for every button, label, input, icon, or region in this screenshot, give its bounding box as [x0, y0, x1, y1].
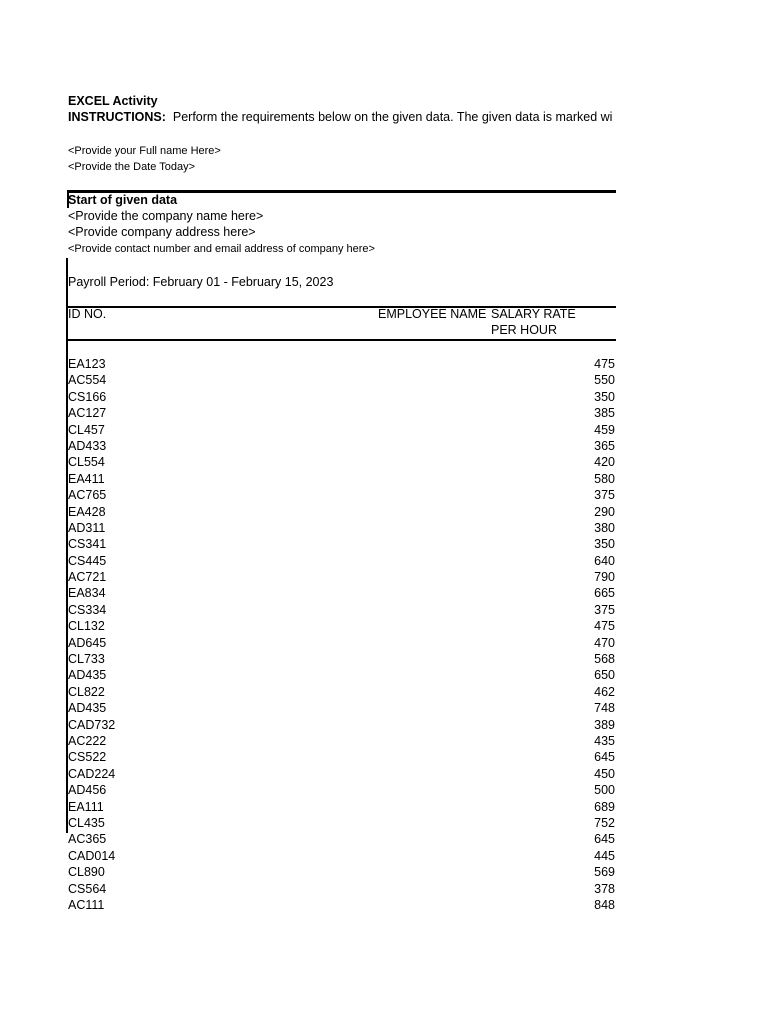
salary-rate-cell: 385: [594, 406, 615, 421]
salary-rate-cell: 848: [594, 897, 615, 912]
column-header-employee-name: EMPLOYEE NAME: [378, 307, 487, 321]
employee-id-cell: AC111: [68, 897, 105, 912]
table-row: [68, 454, 616, 470]
instructions-text: Perform the requirements below on the given data. The given data is marked wi: [172, 110, 613, 124]
salary-rate-cell: 580: [594, 471, 615, 486]
employee-id-cell: AC721: [68, 570, 107, 585]
table-row: [68, 651, 616, 667]
salary-rate-cell: 389: [594, 717, 615, 732]
salary-rate-cell: 568: [594, 652, 615, 667]
table-row: [68, 602, 616, 618]
salary-rate-cell: 689: [594, 799, 615, 814]
column-header-salary-rate: SALARY RATE: [491, 307, 576, 321]
table-row: [68, 700, 616, 716]
employee-id-cell: CS341: [68, 537, 107, 552]
table-row: [68, 504, 616, 520]
start-of-data-label: Start of given data: [68, 193, 178, 207]
employee-id-cell: AD435: [68, 701, 107, 716]
employee-id-cell: CL890: [68, 865, 105, 880]
table-row: [68, 831, 616, 847]
salary-rate-cell: 375: [594, 488, 615, 503]
table-row: [68, 782, 616, 798]
salary-rate-cell: 569: [594, 865, 615, 880]
employee-id-cell: CL457: [68, 422, 105, 437]
table-row: [68, 766, 616, 782]
salary-rate-cell: 450: [594, 766, 615, 781]
employee-id-cell: AD433: [68, 438, 107, 453]
employee-id-cell: CL733: [68, 652, 105, 667]
salary-rate-cell: 420: [594, 455, 615, 470]
table-row: [68, 799, 616, 815]
table-row: [68, 618, 616, 634]
table-row: [68, 881, 616, 897]
date-prompt: <Provide the Date Today>: [68, 161, 195, 173]
table-row: [68, 585, 616, 601]
employee-id-cell: CS522: [68, 750, 107, 765]
company-name-prompt: <Provide the company name here>: [68, 209, 264, 223]
employee-id-cell: AD311: [68, 520, 106, 535]
table-row: [68, 864, 616, 880]
salary-rate-cell: 748: [594, 701, 615, 716]
salary-rate-cell: 790: [594, 570, 615, 585]
employee-id-cell: AD435: [68, 668, 107, 683]
salary-rate-cell: 645: [594, 750, 615, 765]
employee-id-cell: CS445: [68, 553, 107, 568]
employee-id-cell: CAD014: [68, 848, 116, 863]
salary-rate-cell: 350: [594, 389, 615, 404]
table-row: [68, 684, 616, 700]
table-row: [68, 635, 616, 651]
employee-id-cell: EA111: [68, 799, 104, 814]
table-row: [68, 749, 616, 765]
table-row: [68, 569, 616, 585]
salary-rate-cell: 470: [594, 635, 615, 650]
full-name-prompt: <Provide your Full name Here>: [68, 145, 221, 157]
employee-id-cell: EA834: [68, 586, 106, 601]
salary-rate-cell: 435: [594, 733, 615, 748]
salary-rate-cell: 475: [594, 619, 615, 634]
salary-rate-cell: 378: [594, 881, 615, 896]
salary-rate-cell: 550: [594, 373, 615, 388]
employee-id-cell: EA428: [68, 504, 106, 519]
payroll-period: Payroll Period: February 01 - February 15, 2023: [68, 275, 334, 289]
employee-id-cell: EA411: [68, 471, 105, 486]
table-row: [68, 438, 616, 454]
page-title: EXCEL Activity: [68, 94, 158, 108]
table-row: [68, 487, 616, 503]
salary-rate-cell: 290: [594, 504, 615, 519]
employee-id-cell: AD456: [68, 783, 107, 798]
employee-id-cell: CS166: [68, 389, 107, 404]
table-row: [68, 471, 616, 487]
employee-id-cell: CL554: [68, 455, 105, 470]
salary-rate-cell: 752: [594, 815, 615, 830]
salary-rate-cell: 650: [594, 668, 615, 683]
table-row: [68, 422, 616, 438]
table-row: [68, 553, 616, 569]
employee-id-cell: CL435: [68, 815, 105, 830]
company-contact-prompt: <Provide contact number and email address of company here>: [68, 243, 375, 255]
instructions-label: INSTRUCTIONS:: [68, 110, 166, 124]
salary-rate-cell: 350: [594, 537, 615, 552]
table-row: [68, 536, 616, 552]
column-header-id: ID NO.: [68, 307, 107, 321]
employee-id-cell: AC765: [68, 488, 107, 503]
employee-id-cell: AD645: [68, 635, 107, 650]
employee-id-cell: AC554: [68, 373, 107, 388]
column-header-per-hour: PER HOUR: [491, 323, 557, 337]
salary-rate-cell: 445: [594, 848, 615, 863]
table-row: [68, 520, 616, 536]
employee-id-cell: CL132: [68, 619, 105, 634]
employee-id-cell: CAD732: [68, 717, 116, 732]
salary-rate-cell: 380: [594, 520, 615, 535]
salary-rate-cell: 645: [594, 832, 615, 847]
table-row: [68, 667, 616, 683]
salary-rate-cell: 459: [594, 422, 615, 437]
table-row: [68, 717, 616, 733]
salary-rate-cell: 365: [594, 438, 615, 453]
salary-rate-cell: 375: [594, 602, 615, 617]
salary-rate-cell: 500: [594, 783, 615, 798]
salary-rate-cell: 665: [594, 586, 615, 601]
employee-id-cell: CAD224: [68, 766, 116, 781]
employee-id-cell: AC365: [68, 832, 107, 847]
table-row: [68, 897, 616, 913]
table-row: [68, 356, 616, 372]
employee-table-body: [68, 356, 616, 913]
salary-rate-cell: 462: [594, 684, 615, 699]
salary-rate-cell: 640: [594, 553, 615, 568]
employee-id-cell: AC127: [68, 406, 107, 421]
employee-id-cell: CL822: [68, 684, 105, 699]
table-row: [68, 848, 616, 864]
table-row: [68, 405, 616, 421]
instructions: [68, 109, 612, 125]
header-bottom-rule: [67, 339, 616, 341]
employee-id-cell: EA123: [68, 357, 106, 371]
employee-id-cell: CS564: [68, 881, 107, 896]
table-row: [68, 733, 616, 749]
company-address-prompt: <Provide company address here>: [68, 225, 256, 239]
table-row: [68, 389, 616, 405]
table-row: [68, 815, 616, 831]
employee-id-cell: CS334: [68, 602, 107, 617]
salary-rate-cell: 475: [594, 357, 615, 371]
employee-id-cell: AC222: [68, 733, 107, 748]
table-row: [68, 372, 616, 388]
